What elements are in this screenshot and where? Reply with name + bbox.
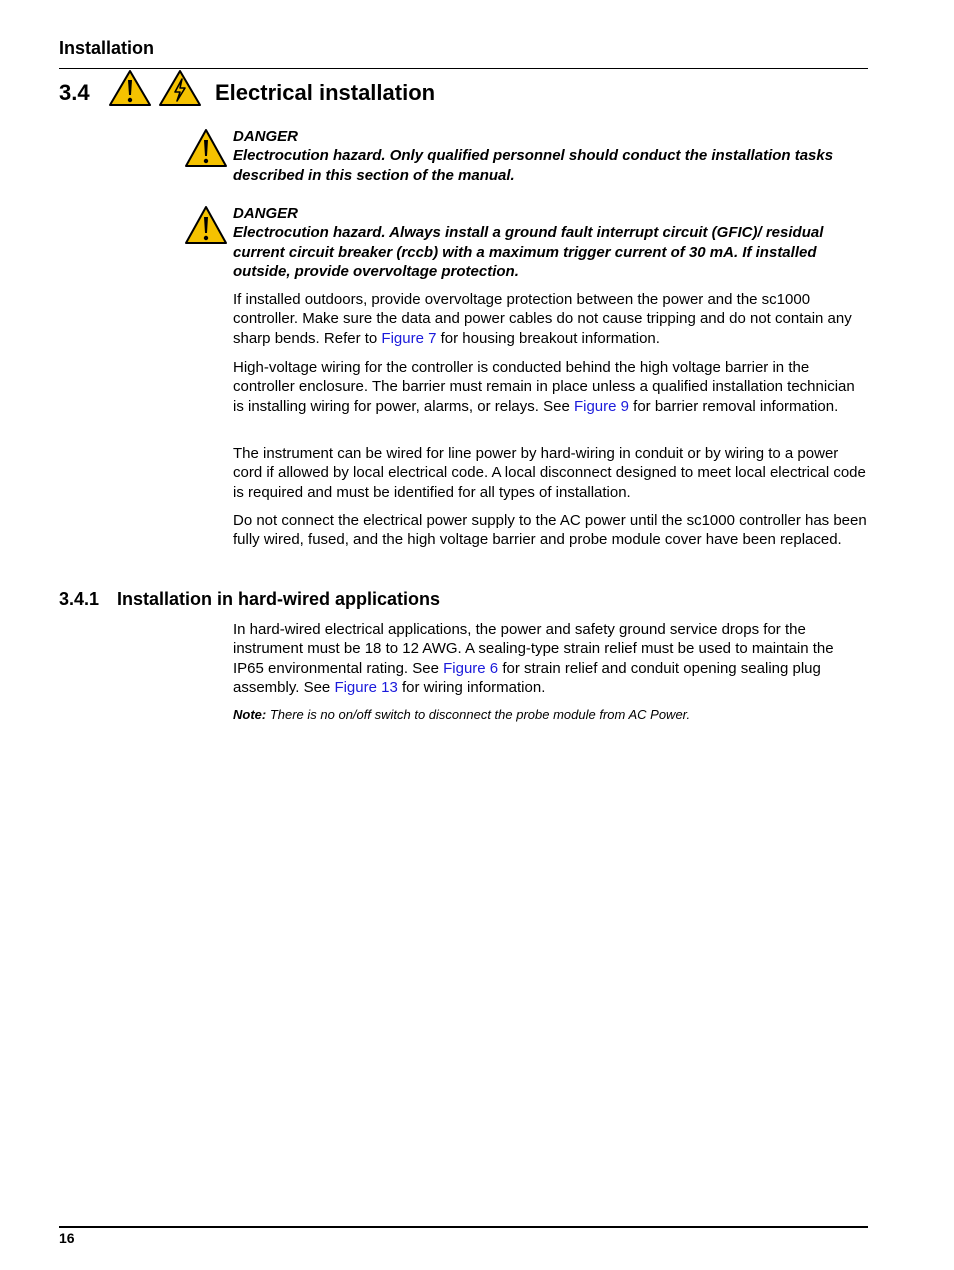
- danger-text: Electrocution hazard. Always install a ground fault interrupt circuit (GFIC)/ residual current circuit breaker (rccb) with a maximum trigger current of 30 mA. If installed outside, provide overvoltage protection.: [233, 224, 824, 280]
- paragraph-text: If installed outdoors, provide overvoltage protection between the power and the sc1000 controller. Make sure the data and power cables do not cause tripping and do not contain any sharp bends. Refer to: [233, 291, 852, 347]
- paragraph-line-power: The instrument can be wired for line power by hard-wiring in conduit or by wiring to a power cord if allowed by local electrical code. A local disconnect designed to meet local electrical code is required and must be identified for all types of installation.: [233, 445, 866, 501]
- danger-warning-icon: [184, 205, 228, 245]
- paragraph-power-supply: Do not connect the electrical power supply to the AC power until the sc1000 controller has been fully wired, fused, and the high voltage barrier and probe module cover have been replaced.: [233, 512, 867, 549]
- paragraph-hard-wired: [233, 620, 868, 698]
- running-header: Installation: [59, 38, 155, 58]
- electrical-hazard-icon: [158, 69, 202, 107]
- figure-6-link[interactable]: Figure 6: [443, 659, 499, 677]
- section-title: Electrical installation: [215, 80, 436, 105]
- paragraph-text: High-voltage wiring for the controller is conducted behind the high voltage barrier in the controller enclosure. The barrier must remain in place unless a qualified installation technician is installing wiring for power, alarms, or relays. See: [233, 359, 855, 415]
- paragraph-text: for strain relief and conduit opening sealing plug assembly. See: [233, 659, 821, 697]
- paragraph-overvoltage: [233, 290, 868, 348]
- paragraph-high-voltage: [233, 358, 868, 416]
- paragraph-text: In hard-wired electrical applications, the power and safety ground service drops for the instrument must be 18 to 12 AWG. A sealing-type strain relief must be used to maintain the IP65 environmental rating. See: [233, 621, 834, 677]
- danger-text: Electrocution hazard. Only qualified personnel should conduct the installation tasks described in this section of the manual.: [233, 147, 834, 184]
- paragraph-text: for housing breakout information.: [436, 329, 660, 347]
- note: [233, 707, 690, 722]
- figure-7-link[interactable]: Figure 7: [381, 329, 437, 347]
- subsection-number: 3.4.1: [59, 589, 100, 609]
- note-text: There is no on/off switch to disconnect the probe module from AC Power.: [266, 707, 691, 722]
- section-number: 3.4: [59, 80, 90, 105]
- danger-label: DANGER: [233, 128, 299, 145]
- danger-notice-1: [233, 127, 868, 185]
- page-number: 16: [59, 1230, 75, 1246]
- footer-rule: [59, 1226, 868, 1228]
- paragraph-text: for barrier removal information.: [629, 397, 839, 415]
- note-label: Note:: [233, 707, 267, 722]
- figure-13-link[interactable]: Figure 13: [334, 679, 398, 697]
- danger-notice-2: [233, 204, 868, 281]
- figure-9-link[interactable]: Figure 9: [573, 397, 629, 415]
- subsection-title: Installation in hard-wired applications: [117, 589, 441, 609]
- paragraph-text: for wiring information.: [397, 679, 546, 697]
- danger-label: DANGER: [233, 205, 299, 222]
- danger-warning-icon: [184, 128, 228, 168]
- warning-icon: [108, 69, 152, 107]
